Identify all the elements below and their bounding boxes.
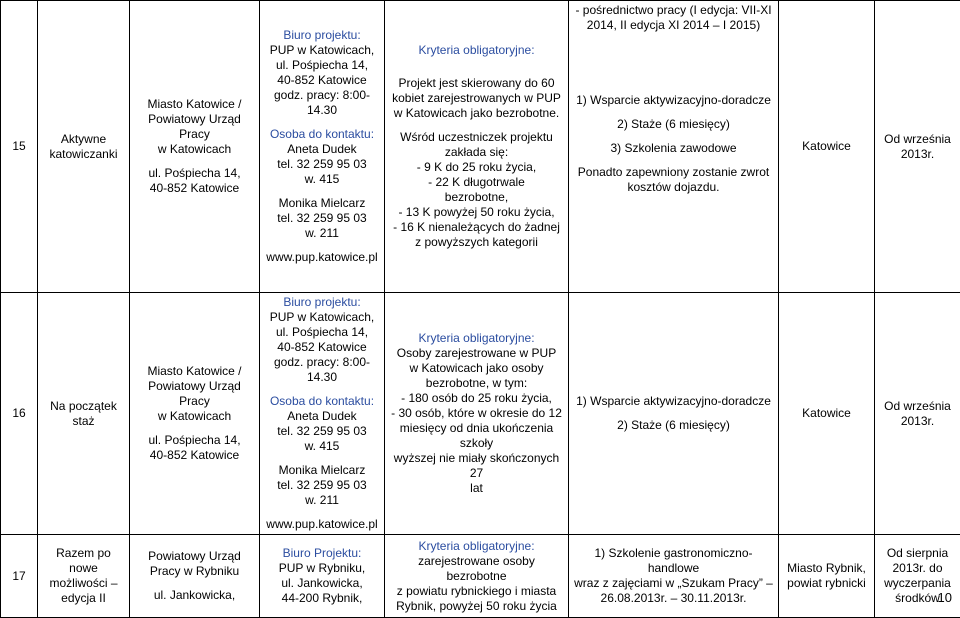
support-forms: 1) Szkolenie gastronomiczno-handlowe wraz z zajęciami w „Szukam Pracy” – 26.08.2013r. – 30.11.2013r.	[569, 535, 779, 618]
website-link[interactable]: www.pup.katowice.pl	[264, 250, 380, 265]
office-heading: Biuro Projektu:	[264, 546, 380, 561]
area: Miasto Rybnik, powiat rybnicki	[779, 535, 875, 618]
criteria: Kryteria obligatoryjne: zarejestrowane osoby bezrobotne z powiatu rybnickiego i miasta Rybnik, powyżej 50 roku życia	[385, 535, 569, 618]
start-date: Od września 2013r.	[875, 1, 960, 293]
project-office: Biuro projektu: PUP w Katowicach, ul. Pośpiecha 14, 40-852 Katowice godz. pracy: 8:00-14.30 Osoba do kontaktu: Aneta Dudek tel. 32 259 95 03 w. 415 Monika Mielcarz tel. 32 259 95 03 w. 211 www.pup.katowice.pl	[260, 293, 385, 535]
institution: Miasto Katowice / Powiatowy Urząd Pracy w Katowicach ul. Pośpiecha 14, 40-852 Katowice	[130, 293, 260, 535]
criteria-heading: Kryteria obligatoryjne:	[389, 331, 564, 346]
start-date: Od września 2013r.	[875, 293, 960, 535]
institution: Miasto Katowice / Powiatowy Urząd Pracy w Katowicach ul. Pośpiecha 14, 40-852 Katowice	[130, 1, 260, 293]
criteria: Kryteria obligatoryjne: Projekt jest skierowany do 60 kobiet zarejestrowanych w PUP w Katowicach jako bezrobotne. Wśród uczestniczek projektu zakłada się: - 9 K do 25 roku życia, - 22 K długotrwale bezrobotne, - 13 K powyżej 50 roku życia, - 16 K nienależących do żadnej z powyższych kategorii	[385, 1, 569, 293]
page-number: 10	[938, 590, 952, 605]
contact-heading: Osoba do kontaktu:	[264, 394, 380, 409]
row-number: 16	[1, 293, 38, 535]
start-date: Od sierpnia 2013r. do wyczerpania środków	[875, 535, 960, 618]
project-name: Razem po nowe możliwości – edycja II	[38, 535, 130, 618]
area: Katowice	[779, 293, 875, 535]
office-heading: Biuro projektu:	[264, 28, 380, 43]
office-heading: Biuro projektu:	[264, 295, 380, 310]
table-row	[1, 535, 960, 618]
project-name: Na początek staż	[38, 293, 130, 535]
website-link[interactable]: www.pup.katowice.pl	[264, 517, 380, 532]
table-row	[1, 293, 960, 535]
criteria-heading: Kryteria obligatoryjne:	[389, 539, 564, 554]
institution: Powiatowy Urząd Pracy w Rybniku ul. Jankowicka,	[130, 535, 260, 618]
support-forms: 1) Wsparcie aktywizacyjno-doradcze 2) Staże (6 miesięcy)	[569, 293, 779, 535]
row-number: 17	[1, 535, 38, 618]
project-name: Aktywne katowiczanki	[38, 1, 130, 293]
project-office: Biuro Projektu: PUP w Rybniku, ul. Jankowicka, 44-200 Rybnik,	[260, 535, 385, 618]
criteria: Kryteria obligatoryjne: Osoby zarejestrowane w PUP w Katowicach jako osoby bezrobotne, w tym: - 180 osób do 25 roku życia, - 30 osób, które w okresie do 12 miesięcy od dnia ukończenia szkoły wyższej nie miały skończonych 27 lat	[385, 293, 569, 535]
table-row	[1, 1, 960, 293]
area: Katowice	[779, 1, 875, 293]
contact-heading: Osoba do kontaktu:	[264, 127, 380, 142]
support-forms: - pośrednictwo pracy (I edycja: VII-XI 2014, II edycja XI 2014 – I 2015) 1) Wsparcie aktywizacyjno-doradcze 2) Staże (6 miesięcy) 3) Szkolenia zawodowe Ponadto zapewniony zostanie zwrot kosztów dojazdu.	[569, 1, 779, 293]
row-number: 15	[1, 1, 38, 293]
criteria-heading: Kryteria obligatoryjne:	[389, 43, 564, 58]
project-office: Biuro projektu: PUP w Katowicach, ul. Pośpiecha 14, 40-852 Katowice godz. pracy: 8:00-14.30 Osoba do kontaktu: Aneta Dudek tel. 32 259 95 03 w. 415 Monika Mielcarz tel. 32 259 95 03 w. 211 www.pup.katowice.pl	[260, 1, 385, 293]
